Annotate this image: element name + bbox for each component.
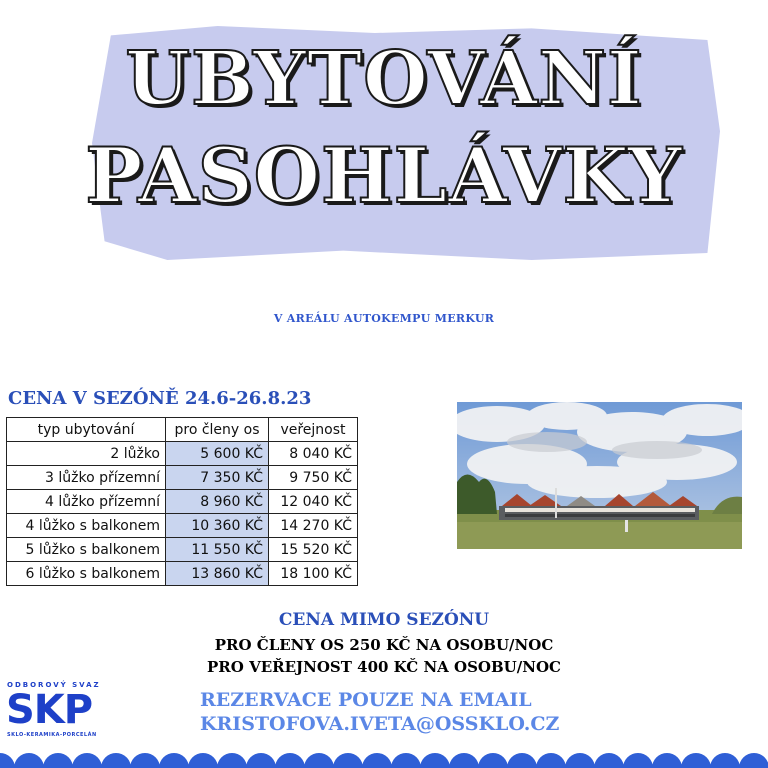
scallop (217, 753, 247, 768)
scallop-border (0, 740, 768, 768)
table-row (7, 466, 358, 490)
table-row (7, 490, 358, 514)
scallop (594, 753, 624, 768)
scallop (652, 753, 682, 768)
table-row (7, 442, 358, 466)
scallop (681, 753, 711, 768)
off-season-public-price: PRO VEŘEJNOST 400 KČ NA OSOBU/NOC (207, 658, 561, 676)
scallop (130, 753, 160, 768)
member-price: 13 860 KČ (166, 562, 269, 586)
room-type: 4 lůžko s balkonem (7, 514, 166, 538)
scallop (275, 753, 305, 768)
scallop (478, 753, 508, 768)
member-price: 5 600 KČ (166, 442, 269, 466)
member-price: 11 550 KČ (166, 538, 269, 562)
scallop (536, 753, 566, 768)
room-type: 4 lůžko přízemní (7, 490, 166, 514)
header-type: typ ubytování (7, 418, 166, 442)
table-row (7, 514, 358, 538)
scallop (449, 753, 479, 768)
reservation-email[interactable]: KRISTOFOVA.IVETA@OSSKLO.CZ (200, 713, 560, 735)
off-season-members-price: PRO ČLENY OS 250 KČ NA OSOBU/NOC (214, 636, 554, 654)
room-type: 3 lůžko přízemní (7, 466, 166, 490)
subtitle: V AREÁLU AUTOKEMPU MERKUR (273, 312, 495, 325)
table-header-row (7, 418, 358, 442)
season-price-heading: CENA V SEZÓNĚ 24.6-26.8.23 (8, 388, 312, 409)
room-type: 5 lůžko s balkonem (7, 538, 166, 562)
campsite-photo (457, 402, 742, 549)
public-price: 12 040 KČ (269, 490, 358, 514)
public-price: 15 520 KČ (269, 538, 358, 562)
public-price: 8 040 KČ (269, 442, 358, 466)
header-members: pro členy os (166, 418, 269, 442)
scallop (188, 753, 218, 768)
title-line-2: PASOHLÁVKY (85, 131, 683, 220)
room-type: 6 lůžko s balkonem (7, 562, 166, 586)
public-price: 18 100 KČ (269, 562, 358, 586)
room-type: 2 lůžko (7, 442, 166, 466)
member-price: 10 360 KČ (166, 514, 269, 538)
scallop (101, 753, 131, 768)
scallop (246, 753, 276, 768)
scallop (420, 753, 450, 768)
scallop (304, 753, 334, 768)
scallop (0, 753, 15, 768)
scallop (333, 753, 363, 768)
scallop (739, 753, 768, 768)
logo-main-text: SKP (6, 687, 93, 733)
scallop (362, 753, 392, 768)
scallop (623, 753, 653, 768)
logo-bottom-text: SKLO-KERAMIKA-PORCELÁN (7, 732, 97, 738)
scallop (565, 753, 595, 768)
title-line-1: UBYTOVÁNÍ (125, 36, 643, 122)
scallop (43, 753, 73, 768)
header-public: veřejnost (269, 418, 358, 442)
table-row (7, 562, 358, 586)
off-season-heading: CENA MIMO SEZÓNU (278, 610, 490, 630)
table-row (7, 538, 358, 562)
scallop (710, 753, 740, 768)
scallop (159, 753, 189, 768)
scallop (507, 753, 537, 768)
member-price: 8 960 KČ (166, 490, 269, 514)
logo-top-text: ODBOROVÝ SVAZ (7, 681, 101, 689)
skp-logo (6, 680, 124, 742)
scallop (72, 753, 102, 768)
public-price: 14 270 KČ (269, 514, 358, 538)
scallop (14, 753, 44, 768)
price-table (6, 417, 358, 586)
public-price: 9 750 KČ (269, 466, 358, 490)
member-price: 7 350 KČ (166, 466, 269, 490)
scallop (391, 753, 421, 768)
reservation-note: REZERVACE POUZE NA EMAIL (200, 689, 532, 711)
